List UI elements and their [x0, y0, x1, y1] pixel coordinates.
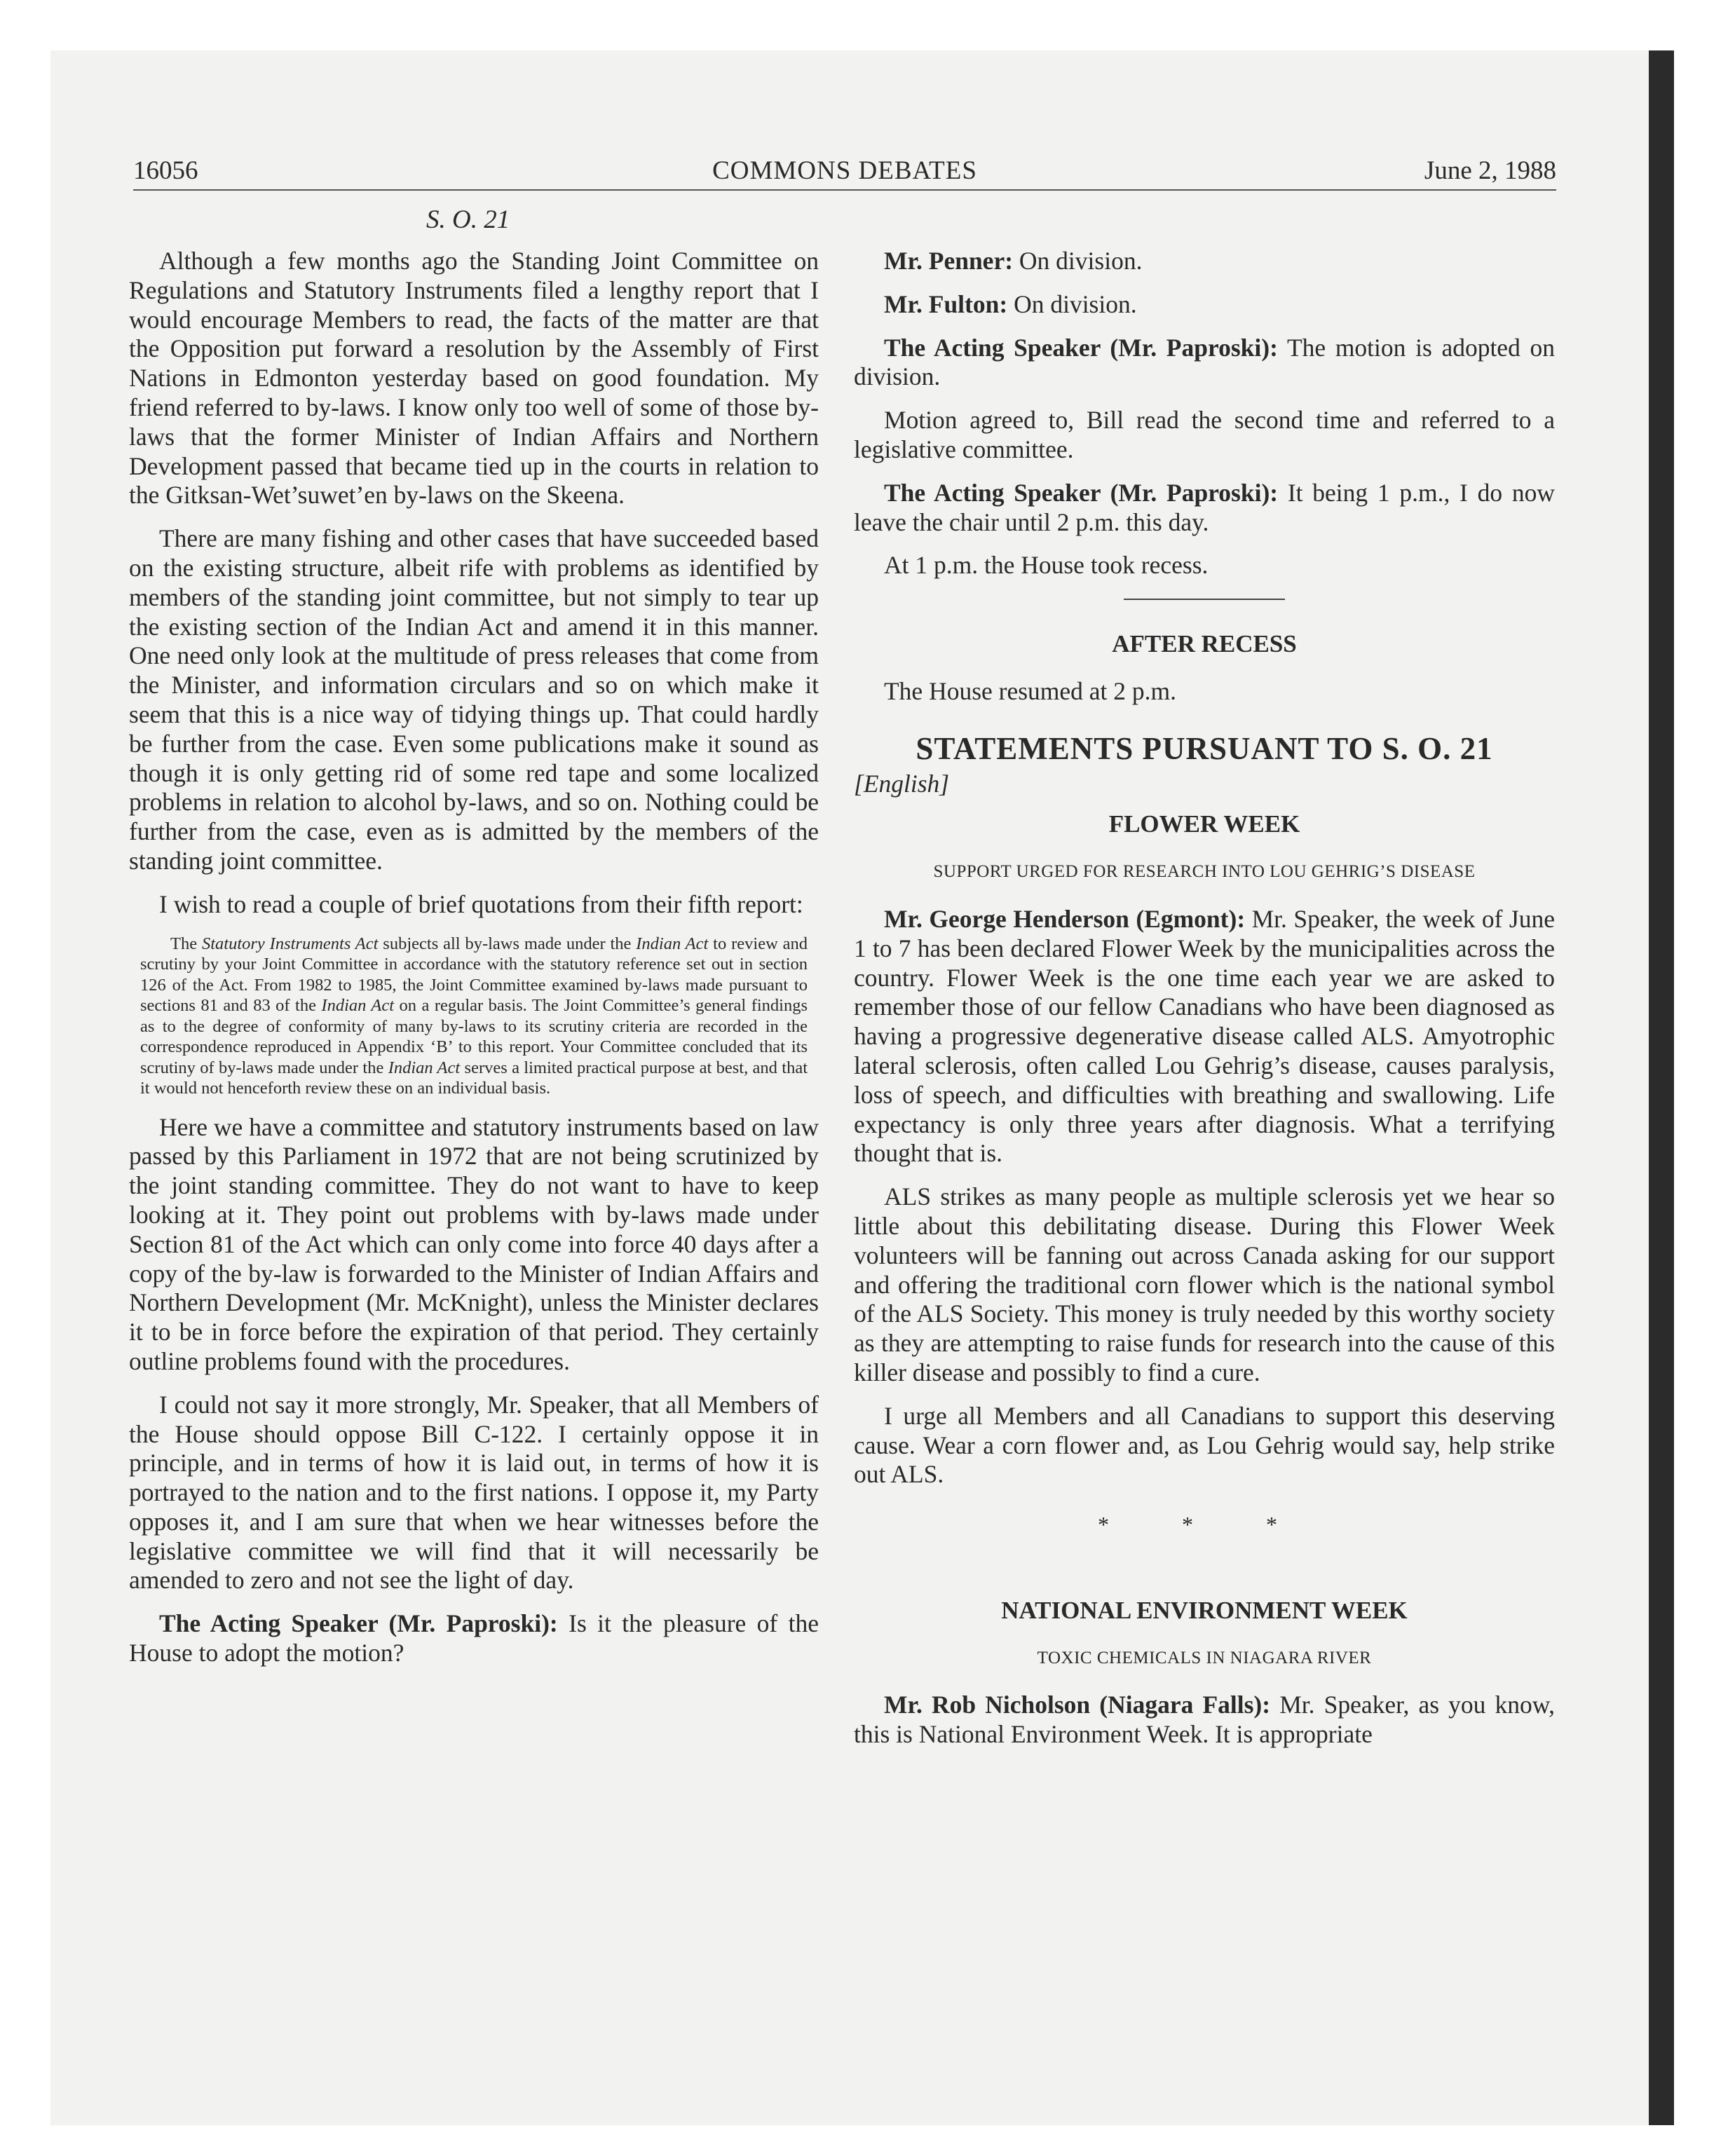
quote-text: The [170, 934, 202, 953]
speech-text: Is it the pleasure of the House to adopt the motion? [129, 1609, 819, 1667]
paragraph: Here we have a committee and statutory instruments based on law passed by this Parliament in 1972 that are not being scrutinized by the joint standing committee. They do not want to have to keep looking at it. They point out problems with by-laws made under Section 81 of the Act which can only come into force 40 days after a copy of the by-law is forwarded to the Minister of Indian Affairs and Northern Development (Mr. McKnight), unless the Minister declares it to be in force before the expiration of that period. They certainly outline problems found with the procedures. [129, 1112, 819, 1375]
speech-text: Mr. Speaker, as you know, this is National Environment Week. It is appropriate [854, 1691, 1555, 1749]
language-marker: [English] [854, 769, 950, 798]
right-column [854, 247, 1555, 1763]
speech-text: The motion is adopted on division. [854, 333, 1555, 391]
speaker-paragraph [854, 290, 1555, 320]
speaker-name: Mr. Fulton: [884, 289, 1008, 318]
speaker-name: Mr. George Henderson (Egmont): [884, 904, 1246, 933]
left-column [129, 247, 819, 1682]
speech-text: On division. [1007, 289, 1137, 318]
quote-italic: Indian Act [636, 934, 709, 953]
page-binding-edge [1649, 50, 1674, 2125]
speaker-name: The Acting Speaker (Mr. Paproski): [159, 1609, 558, 1638]
quote-text: on a regular basis. The Joint Committee’s general findings as to the degree of conformity of many by-laws to its scrutiny criteria are recorded in the correspondence reproduced in Appendix ‘B’ to this report. Your Committee concluded that its scrutiny of by-laws made under the [140, 996, 808, 1077]
speaker-name: Mr. Penner: [884, 247, 1014, 275]
speaker-paragraph [854, 334, 1555, 393]
speaker-name: The Acting Speaker (Mr. Paproski): [884, 478, 1279, 507]
paragraph: I could not say it more strongly, Mr. Speaker, that all Members of the House should oppose Bill C-122. I certainly oppose it in principle, and in terms of how it is laid out, in terms of how it is portrayed to the nation and to the first nations. I oppose it, my Party opposes it, and I am sure that when we hear witnesses before the legislative committee we will find that it will necessarily be amended to zero and not see the light of day. [129, 1390, 819, 1595]
after-recess-heading: AFTER RECESS [1112, 630, 1297, 658]
header-date: June 2, 1988 [1424, 156, 1556, 185]
speaker-paragraph [854, 479, 1555, 538]
paragraph: I wish to read a couple of brief quotations from their fifth report: [159, 889, 803, 918]
speaker-name: Mr. Rob Nicholson (Niagara Falls): [884, 1691, 1271, 1719]
speaker-paragraph [854, 247, 1555, 276]
quote-text: serves a limited practical purpose at best, and that it would not henceforth review these on an individual basis. [140, 1058, 808, 1098]
speaker-paragraph [854, 905, 1555, 1168]
environment-week-heading: NATIONAL ENVIRONMENT WEEK [1001, 1596, 1408, 1624]
speaker-name: The Acting Speaker (Mr. Paproski): [884, 333, 1278, 362]
speech-text: On division. [1013, 247, 1143, 275]
running-header [133, 156, 1556, 192]
speech-text: It being 1 p.m., I do now leave the chair until 2 p.m. this day. [854, 478, 1555, 536]
quote-text: subjects all by-laws made under the [378, 934, 637, 953]
paragraph: I urge all Members and all Canadians to support this deserving cause. Wear a corn flower and, as Lou Gehrig would say, help strike out ALS. [854, 1401, 1555, 1489]
header-rule [133, 189, 1556, 191]
environment-week-subheading: TOXIC CHEMICALS IN NIAGARA RIVER [1037, 1648, 1372, 1667]
paragraph: There are many fishing and other cases that have succeeded based on the existing structure, albeit rife with problems as identified by members of the standing joint committee, but not simply to tear up the existing section of the Indian Act and amend it in this manner. One need only look at the multitude of press releases that come from the Minister, and information circulars and so on which make it seem that this is a nice way of tidying things up. That could hardly be further from the case. Even some publications make it sound as though it is only getting rid of some red tape and some localized problems in relation to alcohol by-laws, and so on. Nothing could be further from the case, even as is admitted by the members of the standing joint committee. [129, 524, 819, 875]
speaker-paragraph [129, 1609, 819, 1668]
section-separator-stars: * * * [1098, 1512, 1311, 1538]
paragraph: ALS strikes as many people as multiple sclerosis yet we hear so little about this debilitating disease. During this Flower Week volunteers will be fanning out across Canada asking for our support and offering the traditional corn flower which is the national symbol of the ALS Society. This money is truly needed by this worthy society as they are attempting to raise funds for research into the cause of this killer disease and possibly to find a cure. [854, 1182, 1555, 1386]
quote-italic: Indian Act [321, 996, 395, 1016]
paragraph: The House resumed at 2 p.m. [884, 676, 1177, 705]
paragraph: At 1 p.m. the House took recess. [884, 551, 1209, 580]
statements-heading: STATEMENTS PURSUANT TO S. O. 21 [916, 730, 1493, 766]
speaker-paragraph [854, 1691, 1555, 1749]
section-divider [1124, 599, 1285, 600]
block-quote [140, 934, 808, 1099]
speech-text: Mr. Speaker, the week of June 1 to 7 has been declared Flower Week by the municipalities across the country. Flower Week is the one time each year we are asked to remember those of our fellow Canadians who have been diagnosed as having a progressive degenerative disease called ALS. Amyotrophic lateral sclerosis, often called Lou Gehrig’s disease, causes paralysis, loss of speech, and difficulties with breathing and swallowing. Life expectancy is only three years after diagnosis. What a terrifying thought that is. [854, 904, 1555, 1168]
paragraph: Although a few months ago the Standing Joint Committee on Regulations and Statutory Instruments filed a lengthy report that I would encourage Members to read, the facts of the matter are that the Opposition put forward a resolution by the Assembly of First Nations in Edmonton yesterday based on good foundation. My friend referred to by-laws. I know only too well of some of those by-laws that the former Minister of Indian Affairs and Northern Development passed that became tied up in the courts in relation to the Gitksan-Wet’suwet’en by-laws on the Skeena. [129, 247, 819, 510]
paragraph: Motion agreed to, Bill read the second time and referred to a legislative committee. [854, 406, 1555, 463]
quote-italic: Indian Act [388, 1058, 461, 1077]
flower-week-heading: FLOWER WEEK [1108, 810, 1300, 838]
quote-text: to review and scrutiny by your Joint Committee in accordance with the statutory reference set out in section 126 of the Act. From 1982 to 1985, the Joint Committee examined by-laws made pursuant to sections 81 and 83 of the [140, 934, 808, 1016]
quote-italic: Statutory Instruments Act [201, 934, 379, 953]
page-number: 16056 [133, 156, 198, 185]
flower-week-subheading: SUPPORT URGED FOR RESEARCH INTO LOU GEHRIG’S DISEASE [933, 862, 1476, 882]
standing-order-label: S. O. 21 [426, 205, 510, 234]
journal-title: COMMONS DEBATES [712, 156, 977, 185]
